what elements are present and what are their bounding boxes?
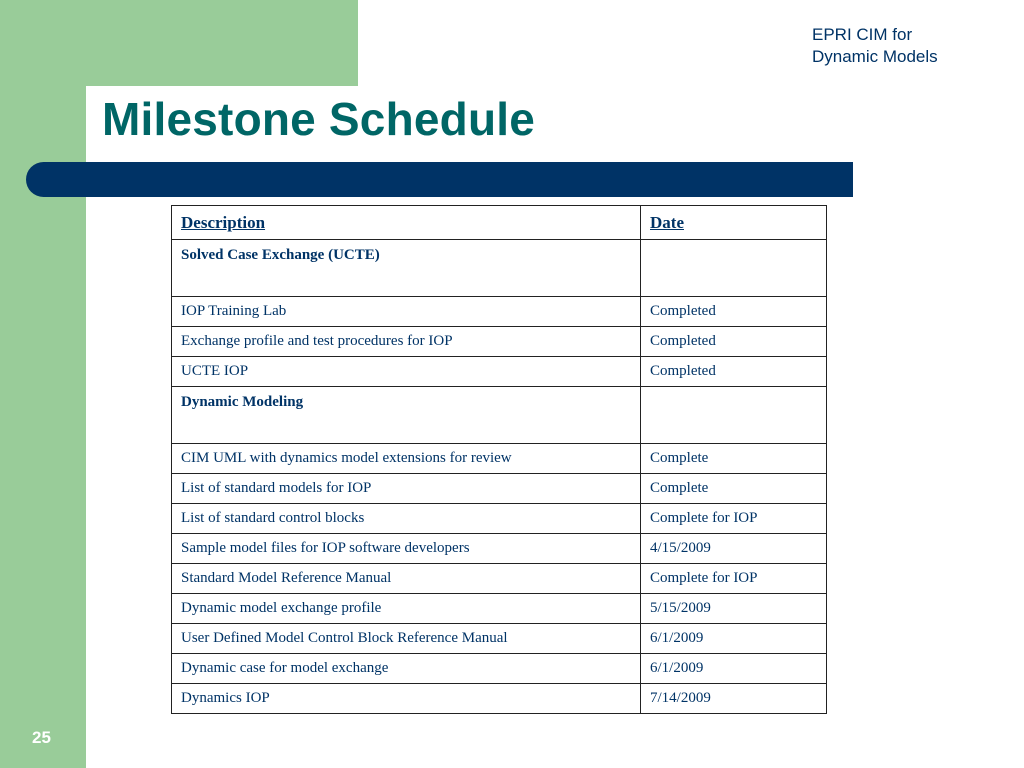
milestone-table xyxy=(171,205,827,714)
cell-description: Dynamic case for model exchange xyxy=(172,654,641,684)
table-section-row xyxy=(172,387,827,444)
table-row xyxy=(172,327,827,357)
page-number: 25 xyxy=(32,728,51,747)
frame-top-block xyxy=(0,0,358,86)
cell-description: Standard Model Reference Manual xyxy=(172,564,641,594)
cell-date: Completed xyxy=(641,327,827,357)
table-row xyxy=(172,564,827,594)
table-row xyxy=(172,684,827,714)
cell-description: Dynamic Modeling xyxy=(172,387,641,444)
cell-description: User Defined Model Control Block Reference Manual xyxy=(172,624,641,654)
cell-description: CIM UML with dynamics model extensions for review xyxy=(172,444,641,474)
table-header-row xyxy=(172,206,827,240)
cell-description: List of standard models for IOP xyxy=(172,474,641,504)
column-header-description: Description xyxy=(172,206,641,240)
slide-title: Milestone Schedule xyxy=(102,93,536,145)
table-row xyxy=(172,297,827,327)
table-row xyxy=(172,444,827,474)
cell-description: Solved Case Exchange (UCTE) xyxy=(172,240,641,297)
title-underline-bar xyxy=(26,162,853,197)
table-section-row xyxy=(172,240,827,297)
table-row xyxy=(172,474,827,504)
cell-date: Complete for IOP xyxy=(641,564,827,594)
cell-date: Completed xyxy=(641,357,827,387)
cell-description: Dynamics IOP xyxy=(172,684,641,714)
cell-description: Sample model files for IOP software developers xyxy=(172,534,641,564)
table-row xyxy=(172,624,827,654)
cell-date xyxy=(641,240,827,297)
corner-label-line2: Dynamic Models xyxy=(812,47,938,66)
table-row xyxy=(172,534,827,564)
cell-description: Dynamic model exchange profile xyxy=(172,594,641,624)
cell-date: Complete xyxy=(641,444,827,474)
table-row xyxy=(172,357,827,387)
cell-date: 6/1/2009 xyxy=(641,624,827,654)
corner-label xyxy=(812,24,1002,68)
cell-date: Completed xyxy=(641,297,827,327)
frame-left-stripe xyxy=(0,0,86,768)
cell-description: List of standard control blocks xyxy=(172,504,641,534)
cell-description: IOP Training Lab xyxy=(172,297,641,327)
cell-date: 4/15/2009 xyxy=(641,534,827,564)
table-row xyxy=(172,654,827,684)
corner-label-line1: EPRI CIM for xyxy=(812,25,913,44)
cell-date: Complete xyxy=(641,474,827,504)
column-header-date: Date xyxy=(641,206,827,240)
table-row xyxy=(172,594,827,624)
cell-description: Exchange profile and test procedures for IOP xyxy=(172,327,641,357)
table-row xyxy=(172,504,827,534)
cell-date: 6/1/2009 xyxy=(641,654,827,684)
cell-date: Complete for IOP xyxy=(641,504,827,534)
cell-date: 5/15/2009 xyxy=(641,594,827,624)
cell-date xyxy=(641,387,827,444)
cell-description: UCTE IOP xyxy=(172,357,641,387)
cell-date: 7/14/2009 xyxy=(641,684,827,714)
